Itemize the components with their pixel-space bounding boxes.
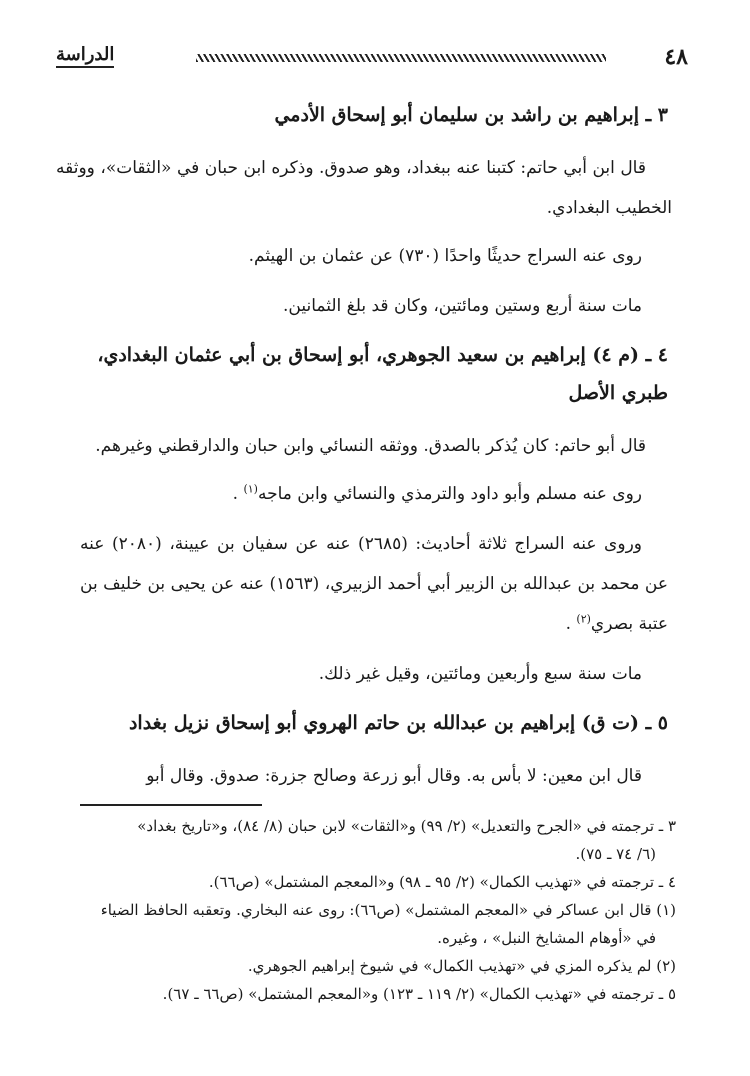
entry-4-paragraph-4: مات سنة سبع وأربعين ومائتين، وقيل غير ذلك. (318, 664, 642, 684)
entry-4-paragraph-1: قال أبو حاتم: كان يُذكر بالصدق. ووثقه النسائي وابن حبان والدارقطني وغيرهم. (95, 436, 646, 456)
entry-5-title: ٥ ـ (ت ق) إبراهيم بن عبدالله بن حاتم الهروي أبو إسحاق نزيل بغداد (128, 712, 668, 734)
footnote-1-line-2: في «أوهام المشايخ النبل» ، وغيره. (437, 929, 656, 947)
entry-4-paragraph-2 (80, 474, 668, 514)
footnote-separator (80, 804, 262, 806)
footnote-3-line-2: (٦/ ٧٤ ـ ٧٥). (575, 845, 656, 863)
footnote-5: ٥ ـ ترجمته في «تهذيب الكمال» (٢/ ١١٩ ـ ١٢٣) و«المعجم المشتمل» (ص٦٦ ـ ٦٧). (162, 985, 676, 1003)
entry-4-title: ٤ ـ (م ٤) إبراهيم بن سعيد الجوهري، أبو إسحاق بن أبي عثمان البغدادي، طبري الأصل (97, 344, 668, 404)
footnote-2: (٢) لم يذكره المزي في «تهذيب الكمال» في شيوخ إبراهيم الجوهري. (247, 957, 676, 975)
header-decorative-rule (196, 54, 606, 62)
entry-4-paragraph-3-text: وروى عنه السراج ثلاثة أحاديث: (٢٦٨٥) عنه عن سفيان بن عيينة، (٢٠٨٠) عنه عن محمد بن عبدالله بن الزبير أبي أحمد الزبيري، (١٥٦٣) عنه عن يحيى بن خليف بن عتبة بصري (80, 534, 668, 634)
footnote-1-line-1: (١) قال ابن عساكر في «المعجم المشتمل» (ص٦٦): روى عنه البخاري. وتعقبه الحافظ الضياء (100, 901, 676, 919)
entry-3-title: ٣ ـ إبراهيم بن راشد بن سليمان أبو إسحاق الأدمي (274, 104, 668, 126)
page-number: ٤٨ (664, 44, 688, 70)
running-header (56, 44, 692, 74)
footnote-3-line-1: ٣ ـ ترجمته في «الجرح والتعديل» (٢/ ٩٩) و«الثقات» لابن حبان (٨/ ٨٤)، و«تاريخ بغداد» (137, 817, 676, 835)
footnote-4: ٤ ـ ترجمته في «تهذيب الكمال» (٢/ ٩٥ ـ ٩٨) و«المعجم المشتمل» (ص٦٦). (208, 873, 676, 891)
main-text (56, 96, 672, 806)
entry-3-paragraph-1: قال ابن أبي حاتم: كتبنا عنه ببغداد، وهو صدوق. وذكره ابن حبان في «الثقات»، ووثقه الخطيب البغدادي. (56, 158, 672, 218)
entry-4-paragraph-2-text: روى عنه مسلم وأبو داود والترمذي والنسائي وابن ماجه (257, 484, 642, 504)
entry-4-paragraph-2-end: . (232, 484, 244, 504)
entry-4-paragraph-3 (80, 524, 668, 644)
footnotes (80, 812, 676, 1008)
entry-3-paragraph-2: روى عنه السراج حديثًا واحدًا (٧٣٠) عن عثمان بن الهيثم. (248, 246, 642, 266)
entry-5-paragraph-1: قال ابن معين: لا بأس به. وقال أبو زرعة وصالح جزرة: صدوق. وقال أبو (146, 766, 642, 786)
footnote-ref-2: (٢) (576, 612, 591, 626)
running-section-title: الدراسة (56, 44, 115, 65)
footnote-ref-1: (١) (243, 482, 258, 496)
entry-4-paragraph-3-end: . (565, 614, 577, 634)
entry-3-paragraph-3: مات سنة أربع وستين ومائتين، وكان قد بلغ الثمانين. (283, 296, 642, 316)
